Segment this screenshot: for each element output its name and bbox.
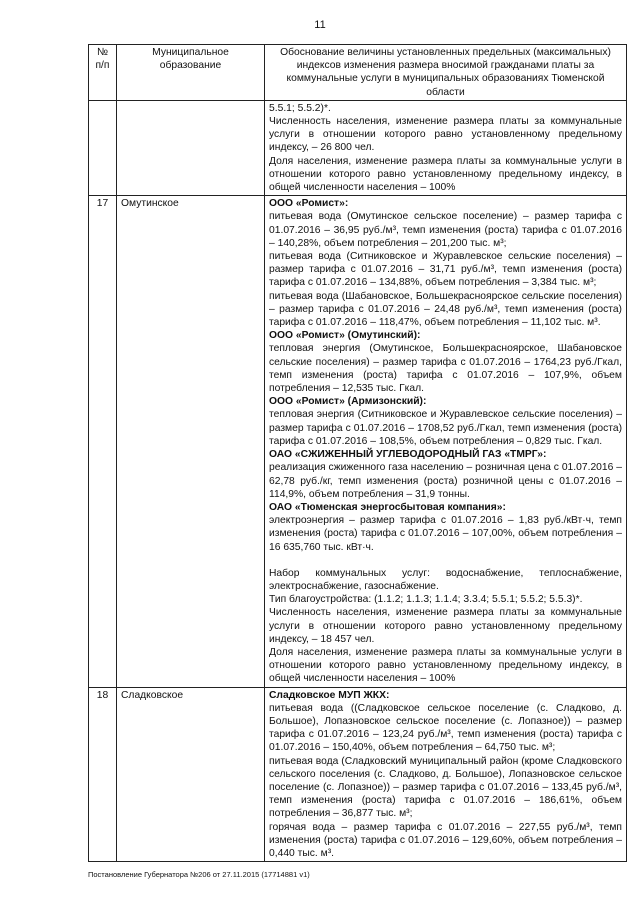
document-footer: Постановление Губернатора №206 от 27.11.2015 (17714881 v1) — [88, 870, 310, 879]
text-line: Набор коммунальных услуг: водоснабжение, теплоснабжение, электроснабжение, газоснабжение. — [269, 567, 622, 592]
row-basis — [265, 196, 627, 687]
provider-name: ОАО «СЖИЖЕННЫЙ УГЛЕВОДОРОДНЫЙ ГАЗ «ТМРГ»: — [269, 449, 547, 461]
row-basis — [265, 100, 627, 195]
header-num: № п/п — [89, 45, 117, 101]
provider-name: ООО «Ромист» (Армизонский): — [269, 396, 427, 408]
text-line: тепловая энергия (Ситниковское и Журавлевское сельские поселения) – размер тарифа с 01.07.2016 – 1708,52 руб./Гкал, темп изменения (роста) тарифа с 01.07.2016 – 108,5%, объем потребления – 0,829 тыс. Гкал. — [269, 409, 622, 447]
text-line: Численность населения, изменение размера платы за коммунальные услуги в отношении которого равно установленному предельному индексу, – 26 800 чел. — [269, 116, 622, 154]
table-header-row — [89, 45, 627, 101]
text-line: Доля населения, изменение размера платы за коммунальные услуги в отношении которого равно установленному предельному индексу, в общей численности населения – 100% — [269, 155, 622, 194]
text-line: Тип благоустройства: (1.1.2; 1.1.3; 1.1.4; 3.3.4; 5.5.1; 5.5.2; 5.5.3)*. — [269, 594, 583, 606]
text-line: питьевая вода (Шабановское, Большекрасноярское сельские поселения) – размер тарифа с 01.07.2016 – 24,48 руб./м³, темп изменения (роста) тарифа с 01.07.2016 – 118,47%, объем потребления – 11,102 тыс. м³. — [269, 290, 622, 329]
text-line: Доля населения, изменение размера платы за коммунальные услуги в отношении которого равно установленному предельному индексу, в общей численности населения – 100% — [269, 646, 622, 685]
provider-name: Сладковское МУП ЖКХ: — [269, 689, 390, 701]
text-line: питьевая вода (Ситниковское и Журавлевское сельские поселения) – размер тарифа с 01.07.2016 – 31,71 руб./м³, темп изменения (роста) тарифа с 01.07.2016 – 134,88%, объем потребления – 3,384 тыс. м³; — [269, 251, 622, 289]
provider-name: ООО «Ромист» (Омутинский): — [269, 330, 421, 342]
table-row — [89, 196, 627, 687]
text-line: 5.5.1; 5.5.2)*. — [269, 102, 331, 114]
text-line: питьевая вода (Омутинское сельское поселение) – размер тарифа с 01.07.2016 – 36,95 руб./м³, темп изменения (роста) тарифа с 01.07.2016 – 140,28%, объем потребления – 201,200 тыс. м³; — [269, 211, 622, 249]
header-basis: Обоснование величины установленных предельных (максимальных) индексов изменения размера вносимой гражданами платы за коммунальные услуги в муниципальных образованиях Тюменской области — [265, 45, 627, 101]
header-municipality: Муниципальное образование — [117, 45, 265, 101]
row-num: 17 — [89, 196, 117, 687]
text-line: тепловая энергия (Омутинское, Большекрасноярское, Шабановское сельские поселения) – размер тарифа с 01.07.2016 – 1764,23 руб./Гкал, темп изменения (роста) тарифа с 01.07.2016 – 107,9%, объем потребления – 12,535 тыс. Гкал. — [269, 343, 622, 395]
text-line: питьевая вода (Сладковский муниципальный район (кроме Сладковского сельского поселения (с. Сладково, д. Большое), Лопазновское сельское поселение (с. Лопазное)) – размер тарифа с 01.07.2016 – 133,45 руб./м³, темп изменения (роста) тарифа с 01.07.2016 – 186,61%, объем потребления – 36,877 тыс. м³; — [269, 755, 622, 820]
text-line: питьевая вода ((Сладковское сельское поселение (с. Сладково, д. Большое), Лопазновское сельское поселение (с. Лопазное)) – размер тарифа с 01.07.2016 – 123,24 руб./м³, темп изменения (роста) тарифа с 01.07.2016 – 150,40%, объем потребления – 64,750 тыс. м³; — [269, 702, 622, 754]
row-basis — [265, 687, 627, 862]
tariff-table — [88, 44, 627, 862]
table-row — [89, 687, 627, 862]
text-line: электроэнергия – размер тарифа с 01.07.2016 – 1,83 руб./кВт·ч, темп изменения (роста) тарифа с 01.07.2016 – 107,00%, объем потребления – 16 635,760 тыс. кВт·ч. — [269, 515, 622, 553]
row-municipality — [117, 100, 265, 195]
text-line: Численность населения, изменение размера платы за коммунальные услуги в отношении которого равно установленному предельному индексу, – 18 457 чел. — [269, 607, 622, 645]
provider-name: ООО «Ромист»: — [269, 198, 349, 210]
text-line: горячая вода – размер тарифа с 01.07.2016 – 227,55 руб./м³, темп изменения (роста) тарифа с 01.07.2016 – 129,60%, объем потребления – 0,440 тыс. м³. — [269, 821, 622, 859]
page-number: 11 — [314, 19, 326, 31]
provider-name: ОАО «Тюменская энергосбытовая компания»: — [269, 501, 506, 513]
row-municipality: Омутинское — [117, 196, 265, 687]
row-municipality: Сладковское — [117, 687, 265, 862]
table-row — [89, 100, 627, 195]
row-num — [89, 100, 117, 195]
text-line: реализация сжиженного газа населению – розничная цена с 01.07.2016 – 62,78 руб./кг, темп изменения (роста) розничной цены с 01.07.2016 – 114,9%, объем потребления – 31,9 тонны. — [269, 462, 622, 500]
row-num: 18 — [89, 687, 117, 862]
